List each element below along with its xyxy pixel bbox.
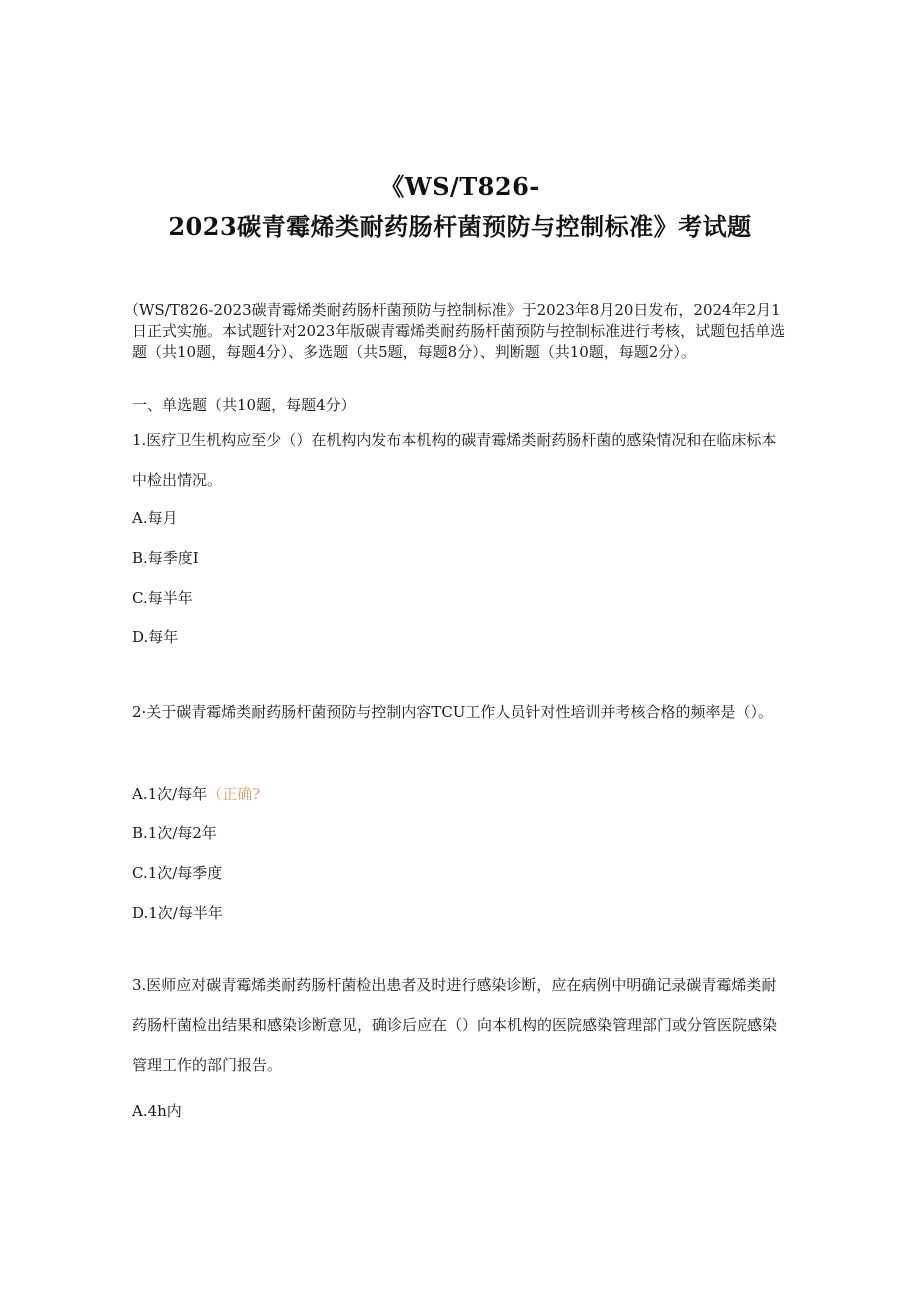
document-title-line-1: 《WS/T826- [380, 172, 540, 201]
question-1-text: 1.医疗卫生机构应至少（）在机构内发布本机构的碳青霉烯类耐药肠杆菌的感染情况和在临床标本中检出情况。 [132, 431, 777, 489]
question-1-option-c: C.每半年 [132, 589, 193, 607]
intro-paragraph: （WS/T826-2023碳青霉烯类耐药肠杆菌预防与控制标准》于2023年8月20日发布，2024年2月1日正式实施。本试题针对2023年版碳青霉烯类耐药肠杆菌预防与控制标准进行考核，试题包括单选题（共10题，每题4分）、多选题（共5题，每题8分）、判断题（共10题，每题2分）。 [124, 301, 786, 361]
question-1-option-d: D.每年 [132, 628, 179, 646]
question-3-text: 3.医师应对碳青霉烯类耐药肠杆菌检出患者及时进行感染诊断，应在病例中明确记录碳青霉烯类耐药肠杆菌检出结果和感染诊断意见，确诊后应在（）向本机构的医院感染管理部门或分管医院感染管理工作的部门报告。 [132, 976, 778, 1074]
question-2-option-a [132, 783, 260, 805]
question-1-option-b: B.每季度I [132, 549, 199, 567]
answer-hint: （正确? [207, 785, 261, 803]
question-1-option-a: A.每月 [132, 509, 178, 527]
question-2-option-a-label: A.1次/每年 [132, 785, 208, 803]
question-3-option-a: A.4h内 [132, 1102, 182, 1120]
document-title-line-2: 2023碳青霉烯类耐药肠杆菌预防与控制标准》考试题 [168, 212, 752, 241]
question-2-text: 2·关于碳青霉烯类耐药肠杆菌预防与控制内容TCU工作人员针对性培训并考核合格的频率是（）。 [132, 703, 773, 721]
question-2-option-d: D.1次/每半年 [132, 904, 223, 922]
question-2-option-b: B.1次/每2年 [132, 824, 217, 842]
question-2-option-c: C.1次/每季度 [132, 864, 223, 882]
section-heading-single-choice: 一、单选题（共10题，每题4分） [132, 396, 356, 414]
